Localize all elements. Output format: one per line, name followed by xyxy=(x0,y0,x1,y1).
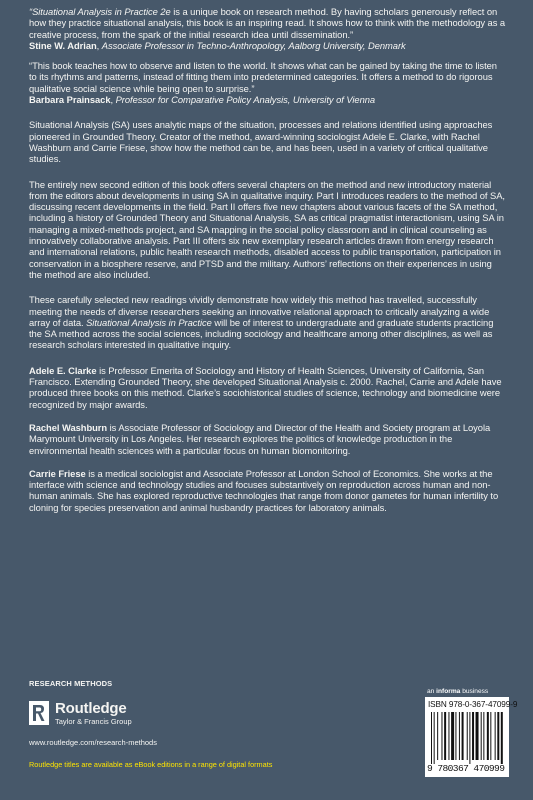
isbn-barcode xyxy=(425,697,518,777)
endorsement-1-quote: “Situational Analysis in Practice 2e is a unique book on research method. By having scholars generously reflect on how they practice situational analysis, this book is an inspiring read. It shows how to think with the methodology as a creative process, from the spark of the initial research idea until dissemination.” xyxy=(29,6,506,40)
routledge-logo-icon xyxy=(29,701,49,725)
publisher-logo xyxy=(29,700,132,726)
isbn-number: ISBN 978-0-367-47099-9 xyxy=(428,700,518,709)
endorser-role: Associate Professor in Techno-Anthropology, Aalborg University, Denmark xyxy=(101,39,406,51)
description-paragraph-2: The entirely new second edition of this book offers several chapters on the method and new introductory material from the editors about developments in using SA in qualitative inquiry. Part I introduces readers to the method of SA, discussing recent developments in the field. Part II offers five new chapters about various facets of the SA method, including a history of Grounded Theory and Situational Analysis, SA as critical pragmatist interactionism, using SA in managing a mixed-methods project, and SA mapping in the social policy classroom and in clinical counseling as innovatively collaborative analysis. Part III offers six new exemplary research articles drawn from energy research and international relations, public health research methods, disabled access to public transportation, participation in conservation in a biosphere reserve, and PTSD and the military. Authors’ reflections on their experiences in using the method are also included. xyxy=(29,178,505,280)
endorser-role: Professor for Comparative Policy Analysis, University of Vienna xyxy=(115,94,376,106)
endorsement-1-attribution: Stine W. Adrian, Associate Professor in Techno-Anthropology, Aalborg University, Denmark xyxy=(29,39,406,51)
author-bio-clarke: Adele E. Clarke is Professor Emerita of Sociology and History of Health Sciences, University of California, San Francisco. Extending Grounded Theory, she developed Situational Analysis c. 2000. Rachel, Carrie and Adele have produced three books on this method. Clarke’s sociohistorical studies of science, technology and biomedicine were recognized by major awards. xyxy=(29,364,502,410)
barcode-icon xyxy=(429,712,505,766)
barcode-digits: 9 780367 470999 xyxy=(427,763,505,774)
endorsement-2-attribution: Barbara Prainsack, Professor for Comparative Policy Analysis, University of Vienna xyxy=(29,94,376,106)
endorsement-2 xyxy=(29,60,507,105)
endorser-name: Stine W. Adrian xyxy=(29,39,97,51)
series-label: RESEARCH METHODS xyxy=(29,679,113,688)
description-paragraph-3: These carefully selected new readings vividly demonstrate how widely this method has travelled, successfully meeting the needs of diverse researchers seeking an innovative relational approach to critically analyzing a wide array of data. Situational Analysis in Practice will be of interest to undergraduate and graduate students practicing the SA method across the social sciences, including sociology and healthcare among other disciplines, as well as research scholars interested in qualitative inquiry. xyxy=(29,294,494,351)
author-bio-friese: Carrie Friese is a medical sociologist and Associate Professor at London School of Economics. She works at the interface with science and technology studies and focuses substantively on reproduction across human and non-human animals. She has explored reproductive technologies that range from donor gametes for human infertility to cloning for species preservation and animal husbandry practices for laboratory animals. xyxy=(29,467,499,513)
author-bio-washburn: Rachel Washburn is Associate Professor of Sociology and Director of the Health and Society program at Loyola Marymount University in Los Angeles. Her research explores the politics of knowledge production in the environmental health sciences with a particular focus on human biomonitoring. xyxy=(29,421,491,456)
cover-text xyxy=(29,6,507,513)
ebook-note: Routledge titles are available as eBook editions in a range of digital formats xyxy=(29,760,273,769)
endorser-name: Barbara Prainsack xyxy=(29,94,111,106)
publisher-name: Routledge xyxy=(55,699,127,717)
endorsement-2-quote: “This book teaches how to observe and listen to the world. It shows what can be gained by taking the time to listen to its rhythms and patterns, instead of fitting them into predetermined categories. It offers a method to do rigorous qualitative social science while being open to surprise.” xyxy=(29,60,497,94)
endorsement-1 xyxy=(29,6,507,51)
publisher-url: www.routledge.com/research-methods xyxy=(29,738,157,747)
informa-business-label: an informa business xyxy=(427,688,489,695)
description-paragraph-1: Situational Analysis (SA) uses analytic maps of the situation, processes and relations identified using approaches pioneered in Grounded Theory. Creator of the method, award-winning sociologist Adele E. Clarke, with Rachel Washburn and Carrie Friese, show how the method can be, and has been, used in a variety of critical qualitative studies. xyxy=(29,119,493,165)
publisher-group: Taylor & Francis Group xyxy=(55,716,132,726)
